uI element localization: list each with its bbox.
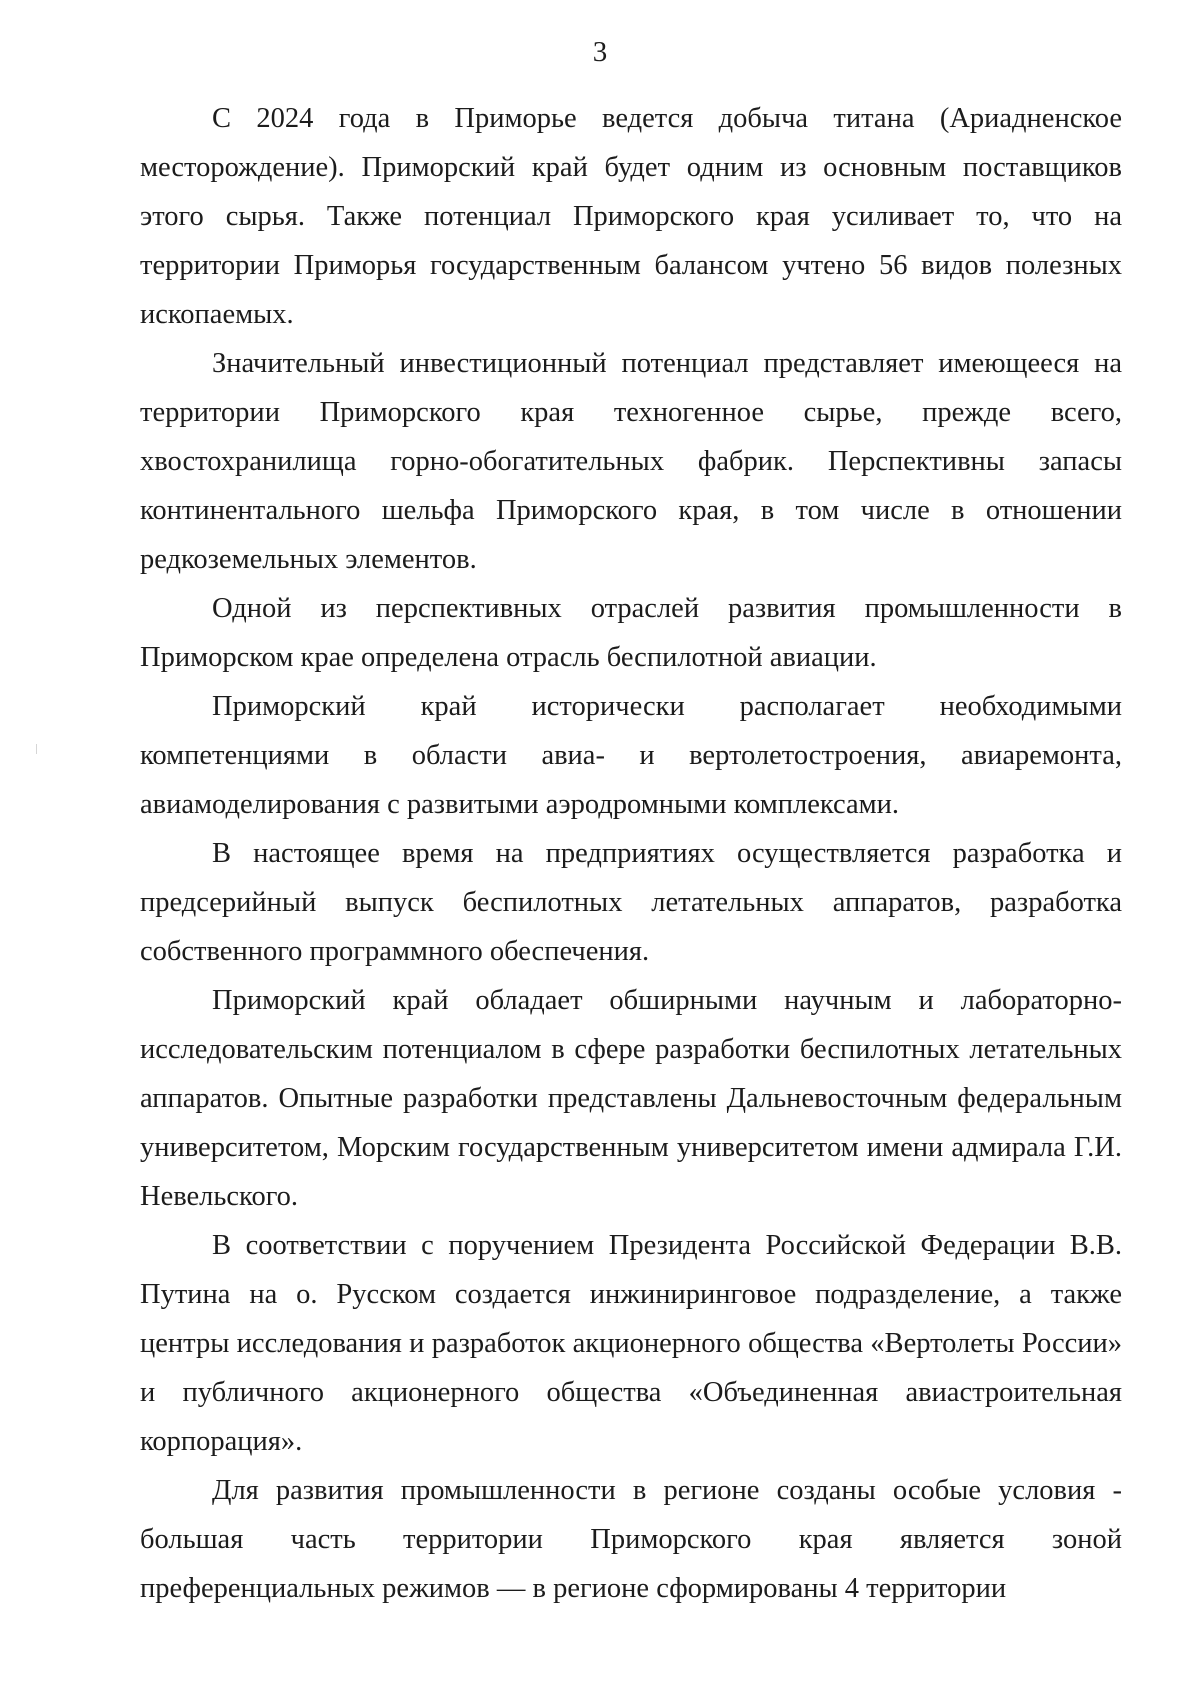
paragraph-preferential-regimes: Для развития промышленности в регионе созданы особые условия - большая часть территории Приморского края является зоной преференциальных режимов — в регионе сформированы 4 территории (140, 1475, 1122, 1604)
paragraph-uav-development: В настоящее время на предприятиях осуществляется разработка и предсерийный выпуск беспилотных летательных аппаратов, разработка собственного программного обеспечения. (140, 838, 1122, 967)
paragraph-aviation-competencies: Приморский край исторически располагает необходимыми компетенциями в области авиа- и вертолетостроения, авиаремонта, авиамоделирования с развитыми аэродромными комплексами. (140, 691, 1122, 820)
scan-margin-mark (36, 744, 41, 754)
paragraph-russky-island-engineering: В соответствии с поручением Президента Российской Федерации В.В. Путина на о. Русском создается инжиниринговое подразделение, а также центры исследования и разработок акционерного общества «Вертолеты России» и публичного акционерного общества «Объединенная авиастроительная корпорация». (140, 1230, 1122, 1457)
paragraph-technogenic-raw-materials: Значительный инвестиционный потенциал представляет имеющееся на территории Приморского края техногенное сырье, прежде всего, хвостохранилища горно-обогатительных фабрик. Перспективны запасы континентального шельфа Приморского края, в том числе в отношении редкоземельных элементов. (140, 348, 1122, 575)
paragraph-unmanned-aviation: Одной из перспективных отраслей развития промышленности в Приморском крае определена отрасль беспилотной авиации. (140, 593, 1122, 673)
document-body (140, 94, 1122, 1613)
paragraph-titanium-mining: С 2024 года в Приморье ведется добыча титана (Ариадненское месторождение). Приморский край будет одним из основным поставщиков этого сырья. Также потенциал Приморского края усиливает то, что на территории Приморья государственным балансом учтено 56 видов полезных ископаемых. (140, 103, 1122, 330)
paragraph-research-potential: Приморский край обладает обширными научным и лабораторно-исследовательским потенциалом в сфере разработки беспилотных летательных аппаратов. Опытные разработки представлены Дальневосточным федеральным университетом, Морским государственным университетом имени адмирала Г.И. Невельского. (140, 985, 1122, 1212)
page-number: 3 (592, 36, 608, 68)
